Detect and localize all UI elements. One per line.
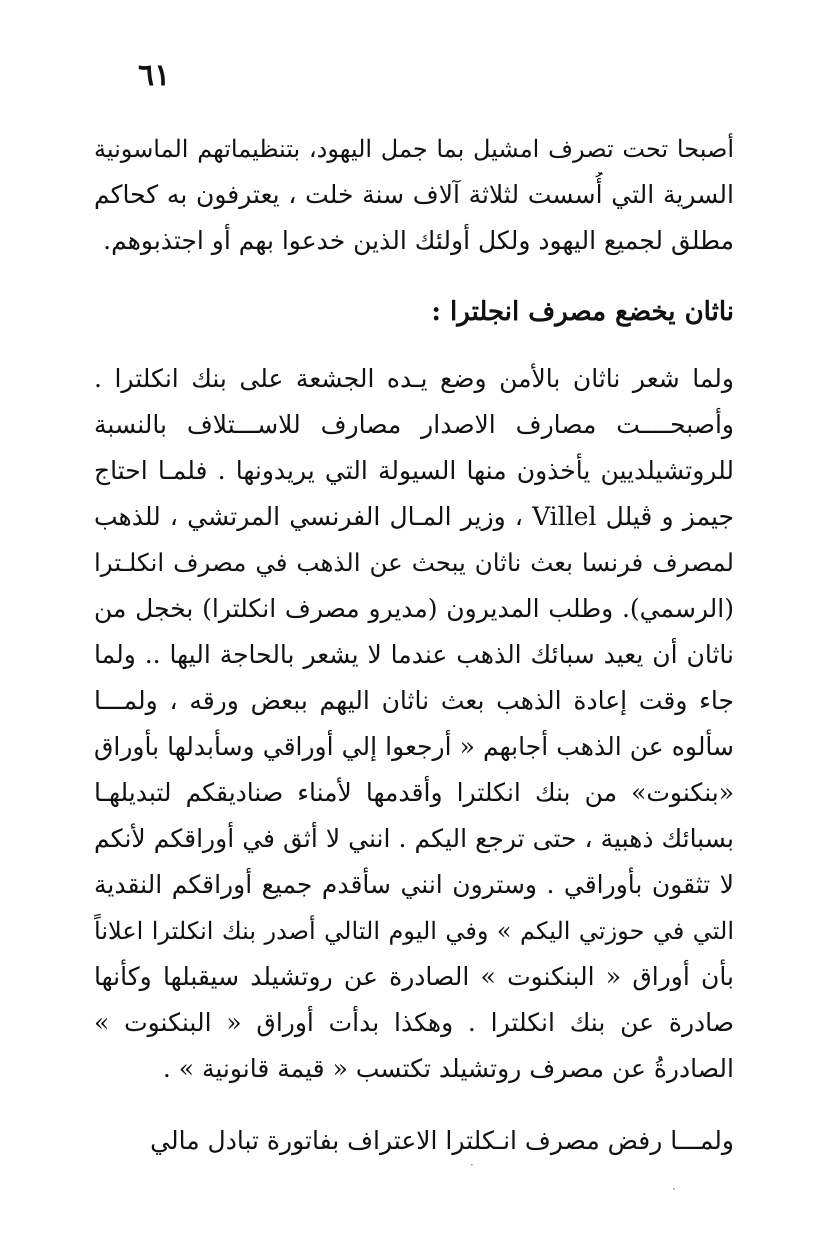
text-line: لا تثقون بأوراقي . وسترون انني سأقدم جميع أوراقكم النقدية bbox=[94, 870, 734, 899]
paragraph-1 bbox=[94, 126, 734, 264]
paragraph-3 bbox=[94, 1118, 734, 1164]
text-line: مطلق لجميع اليهود ولكل أولئك الذين خدعوا بهم أو اجتذبوهم. bbox=[103, 226, 734, 255]
text-line: جيمز و ڤيلل Villel ، وزير المـال الفرنسي المرتشي ، للذهب bbox=[94, 502, 734, 531]
text-line: ولما شعر ناثان بالأمن وضع يـده الجشعة على بنك انكلترا . bbox=[94, 364, 734, 393]
text-line: أصبحا تحت تصرف امشيل بما جمل اليهود، بتنظيماتهم الماسونية bbox=[94, 135, 734, 163]
text-line: ناثان أن يعيد سبائك الذهب عندما لا يشعر بالحاجة اليها .. ولما bbox=[94, 640, 734, 669]
text-line: لمصرف فرنسا بعث ناثان يبحث عن الذهب في مصرف انكلـترا bbox=[94, 548, 734, 577]
text-line: التي في حوزتي اليكم » وفي اليوم التالي أصدر بنك انكلترا اعلاناً bbox=[94, 917, 734, 945]
text-line: (الرسمي). وطلب المديرون (مديرو مصرف انكلترا) بخجل من bbox=[94, 594, 734, 623]
paragraph-2 bbox=[94, 356, 734, 1092]
print-speck-icon: · bbox=[672, 1182, 676, 1196]
text-line: بأن أوراق « البنكنوت » الصادرة عن روتشيلد سيقبلها وكأنها bbox=[94, 962, 734, 991]
text-line: جاء وقت إعادة الذهب بعث ناثان اليهم ببعض ورقه ، ولمـــا bbox=[94, 686, 734, 715]
text-line: «بنكنوت» من بنك انكلترا وأقدمها لأمناء صناديقكم لتبديلهـا bbox=[94, 778, 734, 807]
text-line: بسبائك ذهبية ، حتى ترجع اليكم . انني لا أثق في أوراقكم لأنكم bbox=[94, 824, 734, 853]
text-line: ولمـــا رفض مصرف انـكلترا الاعتراف بفاتورة تبادل مالي bbox=[150, 1126, 734, 1155]
text-line: الصادرةُ عن مصرف روتشيلد تكتسب « قيمة قانونية » . bbox=[162, 1054, 734, 1083]
print-speck-icon: · bbox=[470, 1158, 474, 1172]
text-line: سألوه عن الذهب أجابهم « أرجعوا إلي أوراقي وسأبدلها بأوراق bbox=[94, 732, 734, 761]
text-line: السرية التي أُسست لثلاثة آلاف سنة خلت ، يعترفون به كحاكم bbox=[94, 180, 734, 209]
text-line: صادرة عن بنك انكلترا . وهكذا بدأت أوراق « البنكنوت » bbox=[94, 1008, 734, 1037]
page-number: ٦١ bbox=[138, 58, 171, 93]
text-line: وأصبحــــت مصارف الاصدار مصارف للاســـتلاف بالنسبة bbox=[94, 410, 734, 439]
section-heading: ناثان يخضع مصرف انجلترا : bbox=[431, 297, 734, 327]
text-line: للروتشيلديين يأخذون منها السيولة التي يريدونها . فلمـا احتاج bbox=[94, 456, 734, 485]
